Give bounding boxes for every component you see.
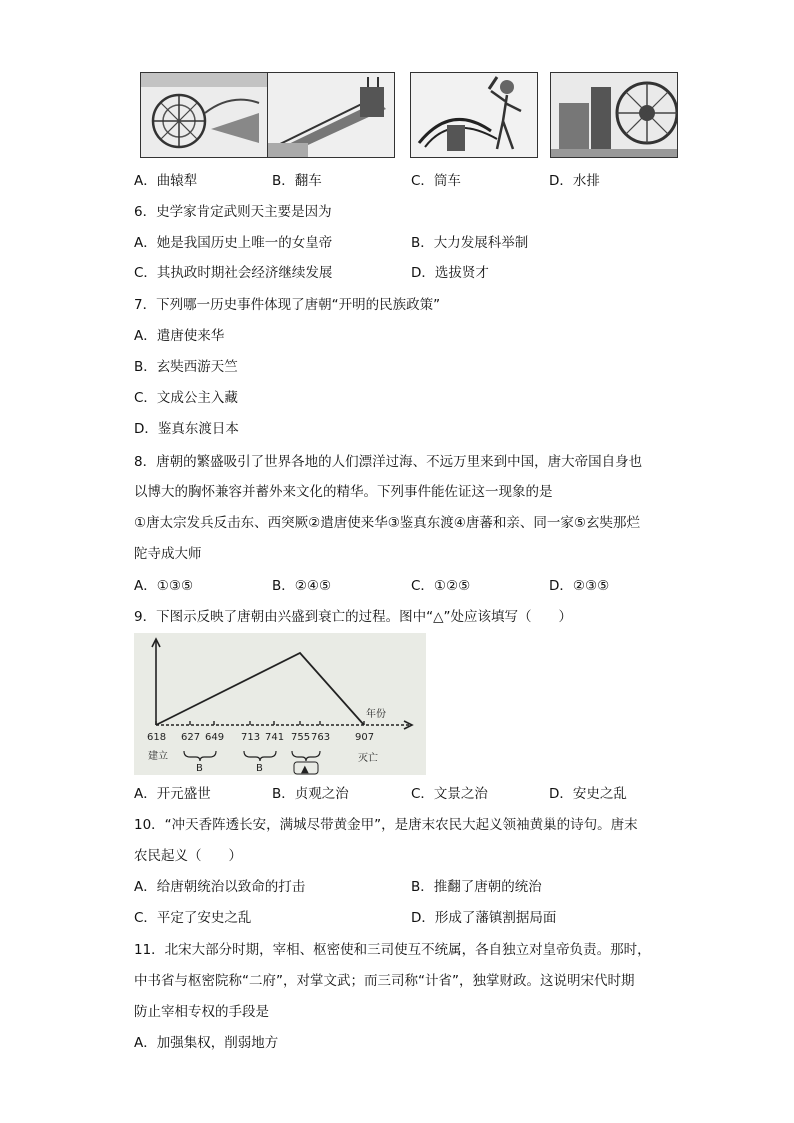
q8-option-a: A．①③⑤	[134, 578, 194, 594]
plow-illustration	[140, 72, 268, 158]
brace-755-763	[292, 751, 320, 761]
q10-stem-line-1: 10．“冲天香阵透长安，满城尽带黄金甲”，是唐末农民大起义领袖黄巢的诗句。唐末	[134, 817, 638, 833]
q10-option-d: D．形成了藩镇割据局面	[411, 910, 557, 926]
water-powered-bellows-illustration	[550, 72, 678, 158]
q8-stem-line-1: 8．唐朝的繁盛吸引了世界各地的人们漂洋过海、不远万里来到中国，唐大帝国自身也	[134, 454, 643, 470]
q5-option-a: A．曲辕犁	[134, 173, 198, 189]
end-label: 灭亡	[358, 753, 378, 764]
q11-stem-line-1: 11．北宋大部分时期，宰相、枢密使和三司使互不统属，各自独立对皇帝负责。那时，	[134, 942, 651, 958]
q11-stem-line-2: 中书省与枢密院称“二府”，对掌文武；而三司称“计省”，独掌财政。这说明宋代时期	[134, 973, 635, 989]
q8-option-b: B．②④⑤	[272, 578, 332, 594]
q8-option-c: C．①②⑤	[411, 578, 471, 594]
tick-label: 763	[311, 732, 331, 743]
q10-stem-line-2: 农民起义（ ）	[134, 848, 242, 864]
q11-stem-line-3: 防止宰相专权的手段是	[134, 1004, 269, 1020]
brace-label-1: B	[196, 763, 203, 774]
tang-dynasty-timeline-chart	[134, 633, 426, 775]
q6-option-c: C．其执政时期社会经济继续发展	[134, 265, 333, 281]
q7-stem: 7．下列哪一历史事件体现了唐朝“开明的民族政策”	[134, 297, 441, 313]
q11-option-a: A．加强集权，削弱地方	[134, 1035, 279, 1051]
brace-label-3: ▲	[301, 764, 309, 775]
q6-option-b: B．大力发展科举制	[411, 235, 529, 251]
tick-label: 627	[181, 732, 201, 743]
tick-label: 618	[147, 732, 167, 743]
q5-option-d: D．水排	[549, 173, 600, 189]
start-label: 建立	[148, 751, 168, 762]
brace-713-741	[244, 751, 276, 761]
q8-stem-line-2: 以博大的胸怀兼容并蓄外来文化的精华。下列事件能佐证这一现象的是	[134, 484, 553, 500]
square-pallet-chain-pump-illustration	[267, 72, 395, 158]
tick-label: 713	[241, 732, 261, 743]
q9-option-a: A．开元盛世	[134, 786, 211, 802]
q7-option-b: B．玄奘西游天竺	[134, 359, 238, 375]
q10-option-b: B．推翻了唐朝的统治	[411, 879, 542, 895]
q7-option-a: A．遣唐使来华	[134, 328, 225, 344]
q8-stem-line-3: ①唐太宗发兵反击东、西突厥②遣唐使来华③鉴真东渡④唐蕃和亲、同一家⑤玄奘那烂	[134, 515, 641, 531]
q6-option-a: A．她是我国历史上唯一的女皇帝	[134, 235, 333, 251]
q9-stem: 9．下图示反映了唐朝由兴盛到衰亡的过程。图中“△”处应该填写（ ）	[134, 609, 572, 625]
q9-option-c: C．文景之治	[411, 786, 488, 802]
tick-label: 755	[291, 732, 311, 743]
tick-label: 649	[205, 732, 225, 743]
q10-option-c: C．平定了安史之乱	[134, 910, 252, 926]
q7-option-c: C．文成公主入藏	[134, 390, 238, 406]
tick-label: 741	[265, 732, 285, 743]
trend-line	[156, 653, 364, 725]
q6-stem: 6．史学家肯定武则天主要是因为	[134, 204, 332, 220]
brace-label-2: B	[256, 763, 263, 774]
tube-wheel-illustration	[410, 72, 538, 158]
q9-option-b: B．贞观之治	[272, 786, 349, 802]
q7-option-d: D．鉴真东渡日本	[134, 421, 239, 437]
q8-stem-line-4: 陀寺成大师	[134, 546, 202, 562]
q5-option-b: B．翻车	[272, 173, 322, 189]
q5-option-c: C．筒车	[411, 173, 461, 189]
q10-option-a: A．给唐朝统治以致命的打击	[134, 879, 306, 895]
brace-627-649	[184, 751, 216, 761]
x-axis-label: 年份	[366, 709, 386, 720]
q8-option-d: D．②③⑤	[549, 578, 610, 594]
timeline-svg	[134, 633, 426, 775]
tick-label: 907	[355, 732, 375, 743]
q6-option-d: D．选拔贤才	[411, 265, 489, 281]
q9-option-d: D．安史之乱	[549, 786, 627, 802]
